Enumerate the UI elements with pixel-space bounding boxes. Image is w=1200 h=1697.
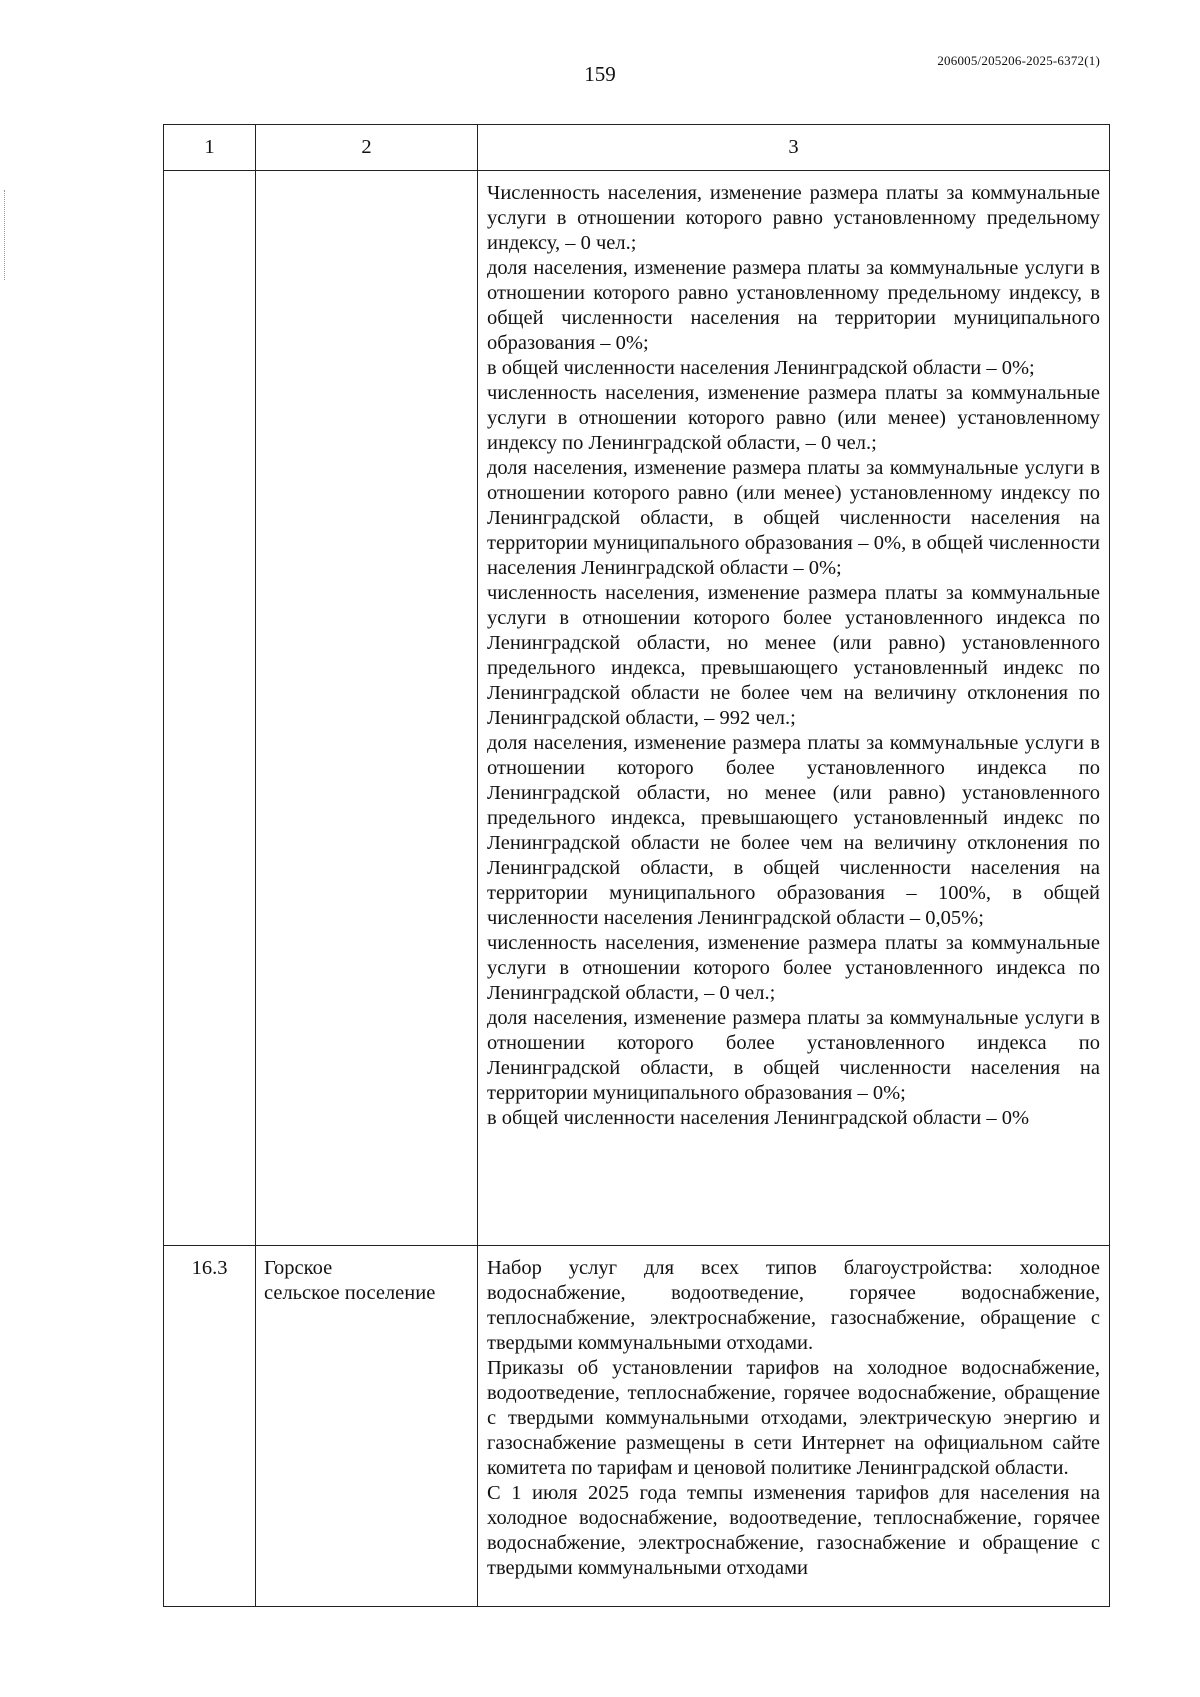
settlement-name-line-1: Горское <box>264 1257 333 1279</box>
table-row <box>164 171 1110 1246</box>
table-row <box>164 1246 1110 1607</box>
paragraph: Численность населения, изменение размера платы за коммунальные услуги в отношении которого равно установленному предельному индексу, – 0 чел.; <box>487 182 1100 254</box>
page-number: 159 <box>584 62 616 86</box>
paragraph: Приказы об установлении тарифов на холодное водоснабжение, водоотведение, теплоснабжение, горячее водоснабжение, обращение с твердыми коммунальными отходами, электрическую энергию и газоснабжение размещены в сети Интернет на официальном сайте комитета по тарифам и ценовой политике Ленинградской области. <box>487 1357 1100 1479</box>
row-number: 16.3 <box>164 1246 256 1607</box>
row-description <box>478 171 1110 1246</box>
paragraph: численность населения, изменение размера платы за коммунальные услуги в отношении которого более установленного индекса по Ленинградской области, но менее (или равно) установленного предельного индекса, превышающего установленный индекс по Ленинградской области не более чем на величину отклонения по Ленинградской области, – 992 чел.; <box>487 582 1100 729</box>
data-table <box>163 124 1110 1607</box>
document-id: 206005/205206-2025-6372(1) <box>937 53 1100 68</box>
column-header-1: 1 <box>164 125 256 171</box>
settlement-name-line-2: сельское поселение <box>264 1282 436 1304</box>
column-header-2: 2 <box>256 125 478 171</box>
row-number <box>164 171 256 1246</box>
paragraph: С 1 июля 2025 года темпы изменения тарифов для населения на холодное водоснабжение, водоотведение, теплоснабжение, горячее водоснабжение, электроснабжение, газоснабжение и обращение с твердыми коммунальными отходами <box>487 1482 1100 1579</box>
column-header-3: 3 <box>478 125 1110 171</box>
paragraph: доля населения, изменение размера платы за коммунальные услуги в отношении которого более установленного индекса по Ленинградской области, в общей численности населения на территории муниципального образования – 0%; <box>487 1007 1100 1104</box>
table-header-row <box>164 125 1110 171</box>
paragraph: доля населения, изменение размера платы за коммунальные услуги в отношении которого равно установленному предельному индексу, в общей численности населения на территории муниципального образования – 0%; <box>487 257 1100 354</box>
paragraph: доля населения, изменение размера платы за коммунальные услуги в отношении которого более установленного индекса по Ленинградской области, но менее (или равно) установленного предельного индекса, превышающего установленный индекс по Ленинградской области не более чем на величину отклонения по Ленинградской области, в общей численности населения на территории муниципального образования – 100%, в общей численности населения Ленинградской области – 0,05%; <box>487 732 1100 929</box>
row-name <box>256 171 478 1246</box>
paragraph: численность населения, изменение размера платы за коммунальные услуги в отношении которого равно (или менее) установленному индексу по Ленинградской области, – 0 чел.; <box>487 382 1100 454</box>
margin-mark <box>4 190 7 280</box>
row-description <box>478 1246 1110 1607</box>
paragraph: Набор услуг для всех типов благоустройства: холодное водоснабжение, водоотведение, горячее водоснабжение, теплоснабжение, электроснабжение, газоснабжение, обращение с твердыми коммунальными отходами. <box>487 1257 1100 1354</box>
paragraph: доля населения, изменение размера платы за коммунальные услуги в отношении которого равно (или менее) установленному индексу по Ленинградской области, в общей численности населения на территории муниципального образования – 0%, в общей численности населения Ленинградской области – 0%; <box>487 457 1100 579</box>
row-name <box>256 1246 478 1607</box>
paragraph: в общей численности населения Ленинградской области – 0%; <box>487 357 1035 379</box>
paragraph: численность населения, изменение размера платы за коммунальные услуги в отношении которого более установленного индекса по Ленинградской области, – 0 чел.; <box>487 932 1100 1004</box>
paragraph: в общей численности населения Ленинградской области – 0% <box>487 1107 1030 1129</box>
